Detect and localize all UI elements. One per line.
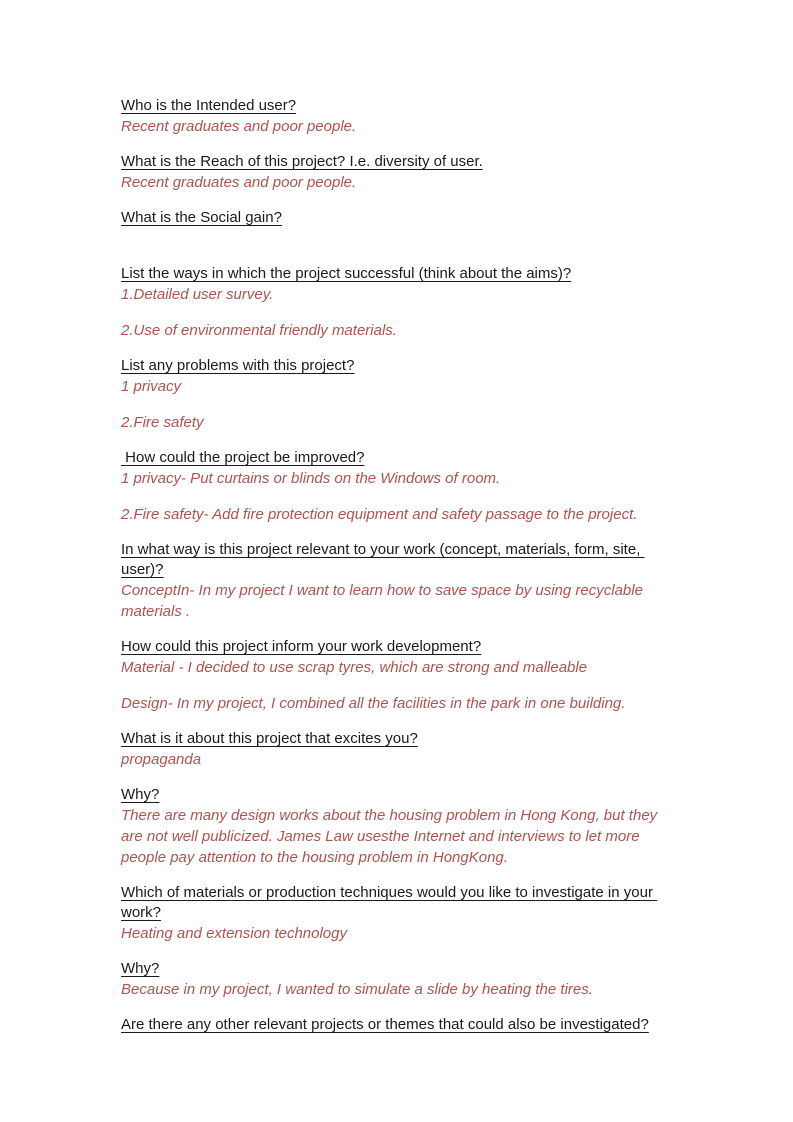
answer-text: 1.Detailed user survey. (121, 286, 274, 303)
qa-block (121, 264, 673, 341)
question-text: What is the Reach of this project? I.e. diversity of user. (121, 153, 483, 170)
question-text: What is the Social gain? (121, 209, 282, 226)
answer-text: Design- In my project, I combined all the facilities in the park in one building. (121, 695, 626, 712)
answer-text: 1 privacy (121, 378, 182, 395)
answer-text (121, 228, 673, 249)
answer-text: 1 privacy- Put curtains or blinds on the Windows of room. (121, 470, 501, 487)
qa-block (121, 729, 673, 770)
qa-block (121, 448, 673, 525)
question-text: Which of materials or production techniques would you like to investigate in your work? (121, 884, 658, 921)
answer-text: Material - I decided to use scrap tyres, which are strong and malleable (121, 659, 588, 676)
question-text: Are there any other relevant projects or themes that could also be investigated? (121, 1016, 649, 1033)
question-text: Why? (121, 960, 160, 977)
answer-text: Because in my project, I wanted to simulate a slide by heating the tires. (121, 981, 593, 998)
answer-text: 2.Fire safety (121, 414, 204, 431)
qa-block (121, 883, 673, 944)
answer-text: Heating and extension technology (121, 925, 347, 942)
qa-block (121, 208, 673, 249)
question-text: How could this project inform your work development? (121, 638, 482, 655)
answer-text: 2.Use of environmental friendly materials. (121, 322, 397, 339)
question-text: List the ways in which the project successful (think about the aims)? (121, 265, 572, 282)
answer-text: 2.Fire safety- Add fire protection equipment and safety passage to the project. (121, 506, 638, 523)
question-text: How could the project be improved? (121, 449, 365, 466)
question-text: List any problems with this project? (121, 357, 355, 374)
qa-block (121, 356, 673, 433)
qa-block (121, 959, 673, 1000)
qa-block (121, 96, 673, 137)
question-text: In what way is this project relevant to your work (concept, materials, form, site, user)? (121, 541, 645, 578)
qa-block (121, 540, 673, 622)
answer-text: There are many design works about the housing problem in Hong Kong, but they are not well publicized. James Law usesthe Internet and interviews to let more people pay attention to the housing problem in HongKong. (121, 807, 658, 866)
question-text: Who is the Intended user? (121, 97, 297, 114)
qa-block (121, 1015, 673, 1035)
question-text: Why? (121, 786, 160, 803)
qa-block (121, 637, 673, 714)
qa-list (121, 96, 673, 1035)
qa-block (121, 152, 673, 193)
answer-text: Recent graduates and poor people. (121, 174, 357, 191)
qa-block (121, 785, 673, 868)
answer-text: propaganda (121, 751, 202, 768)
answer-text: Recent graduates and poor people. (121, 118, 357, 135)
question-text: What is it about this project that excites you? (121, 730, 418, 747)
answer-text: ConceptIn- In my project I want to learn how to save space by using recyclable materials . (121, 582, 643, 620)
